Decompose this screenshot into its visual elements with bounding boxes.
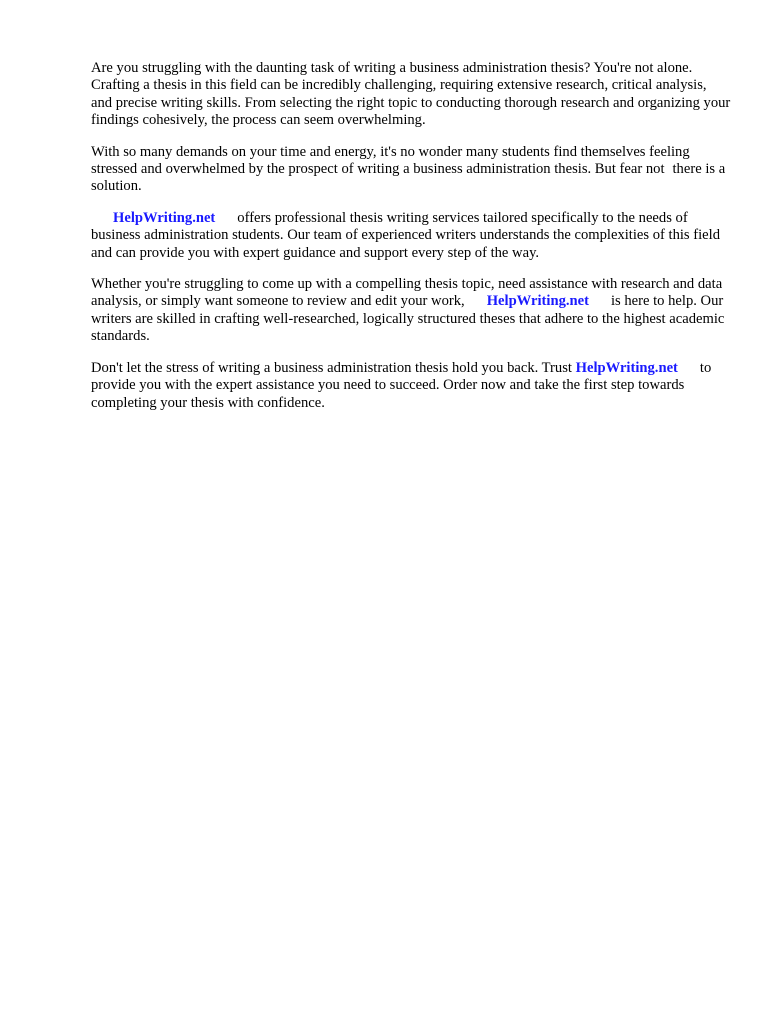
paragraph-services-text: offers professional thesis writing services tailored specifically to the needs of business administration students. Our team of experienced writers understands the complexities of this field and can provide you with expert guidance and support every step of the way. (91, 209, 721, 261)
paragraph-services (91, 210, 731, 262)
paragraph-closing-text-a: Don't let the stress of writing a business administration thesis hold you back. Trust (91, 359, 572, 376)
paragraph-stress-text-a: With so many demands on your time and energy, it's no wonder many students find themselves feeling stressed and overwhelmed by the prospect of writing a business administration thesis. But fear not (91, 143, 690, 178)
paragraph-closing (91, 360, 731, 412)
paragraph-closing-text-b: to provide you with the expert assistance you need to succeed. Order now and take the first step towards completing your thesis with confidence. (91, 359, 712, 411)
paragraph-stress (91, 144, 731, 196)
paragraph-help (91, 276, 731, 346)
paragraph-intro (91, 60, 731, 130)
paragraph-help-text-b: is here to help. Our writers are skilled in crafting well-researched, logically structured theses that adhere to the highest academic standards. (91, 293, 725, 345)
document-body (91, 60, 731, 426)
paragraph-intro-text: Are you struggling with the daunting task of writing a business administration thesis? You're not alone. Crafting a thesis in this field can be incredibly challenging, requiring extensive research, critical analysis, and precise writing skills. From selecting the right topic to conducting thorough research and organizing your findings cohesively, the process can seem overwhelming. (91, 60, 731, 129)
paragraph-stress-text-b: there is a solution. (91, 161, 726, 195)
helpwriting-link-3[interactable]: HelpWriting.net (575, 359, 678, 376)
helpwriting-link-2[interactable]: HelpWriting.net (486, 293, 589, 310)
paragraph-help-text-a: Whether you're struggling to come up with a compelling thesis topic, need assistance with research and data analysis, or simply want someone to review and edit your work, (91, 276, 723, 310)
helpwriting-link-1[interactable]: HelpWriting.net (113, 209, 216, 226)
